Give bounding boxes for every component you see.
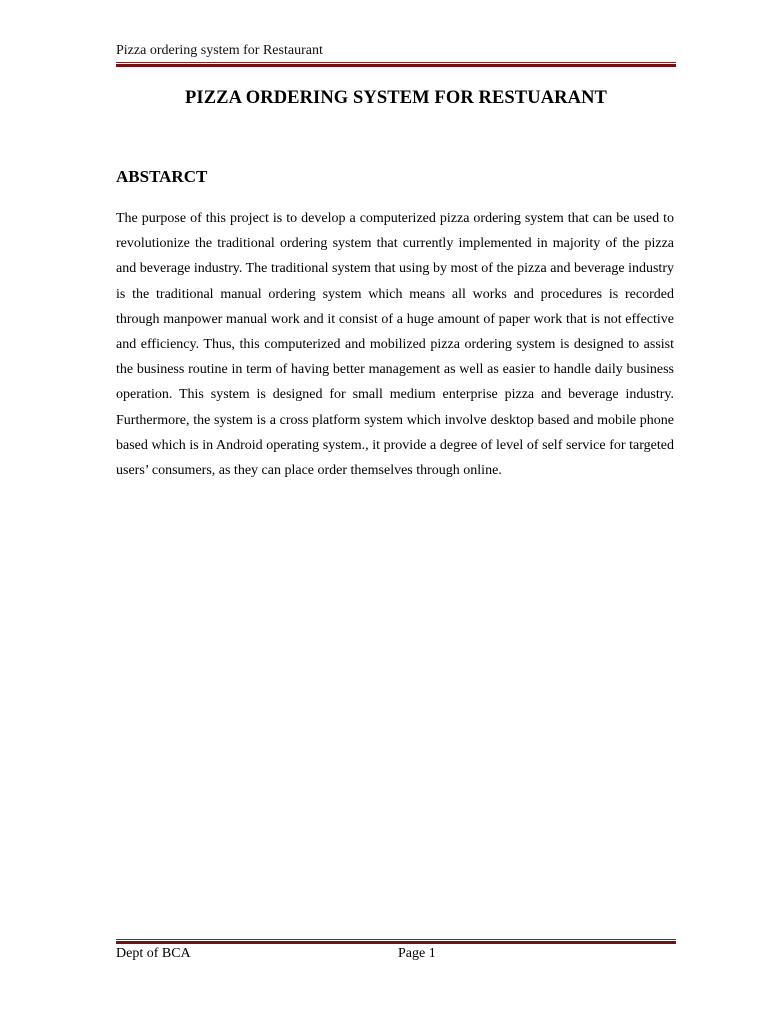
header-rule [116,62,676,67]
running-header: Pizza ordering system for Restaurant [116,43,323,58]
header-rule-thin-line [116,62,676,63]
footer-rule [116,939,676,944]
footer-page-number: Page 1 [398,946,436,961]
footer-rule-thick-line [116,941,676,944]
abstract-heading: ABSTARCT [116,167,208,186]
header-rule-thick-line [116,64,676,67]
footer-department: Dept of BCA [116,946,191,961]
abstract-paragraph: The purpose of this project is to develop a computerized pizza ordering system that can be used to revolutionize the traditional ordering system that currently implemented in majority of the pizza and beverage industry. The traditional system that using by most of the pizza and beverage industry is the traditional manual ordering system which means all works and procedures is recorded through manpower manual work and it consist of a huge amount of paper work that is not effective and efficiency. Thus, this computerized and mobilized pizza ordering system is designed to assist the business routine in term of having better management as well as easier to handle daily business operation. This system is designed for small medium enterprise pizza and beverage industry. Furthermore, the system is a cross platform system which involve desktop based and mobile phone based which is in Android operating system., it provide a degree of level of self service for targeted users’ consumers, as they can place order themselves through online. [116,211,674,479]
document-title: PIZZA ORDERING SYSTEM FOR RESTUARANT [185,88,607,108]
footer-rule-thin-line [116,939,676,940]
